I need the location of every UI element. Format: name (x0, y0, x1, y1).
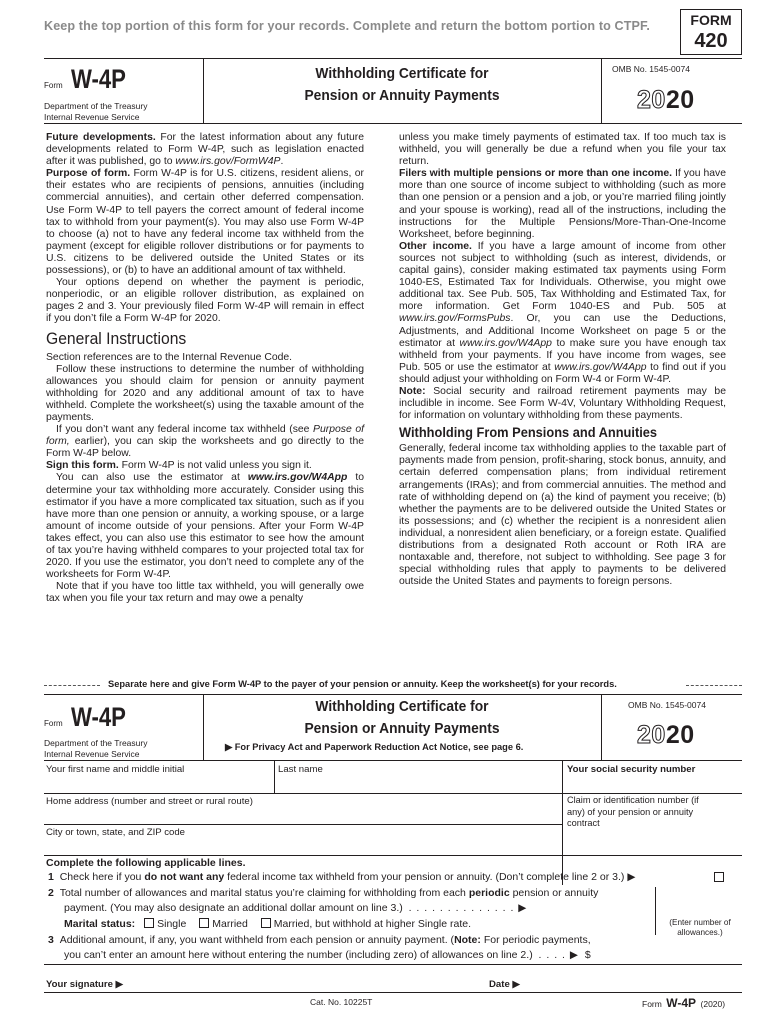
ssn-field[interactable] (564, 776, 742, 792)
sign-head: Sign this form. (46, 460, 119, 472)
signature-label: Your signature ▶ (46, 979, 124, 990)
form-number-box (680, 9, 742, 55)
no-withholding-checkbox[interactable] (714, 872, 724, 882)
form-box-number: 420 (694, 30, 728, 52)
year-solid: 20 (665, 86, 695, 114)
additional-amount-field[interactable] (657, 938, 742, 962)
note-body: Social security and railroad retirement payments may be includible in income. See Form W-4V, Voluntary Withholding Request, for information on voluntary withholding from these payments. (399, 385, 726, 422)
single-label: Single (157, 918, 187, 930)
other-a: If you have a large amount of income from other sources not subject to withholding (such as interest, dividends, or capital gains), consider making estimated tax payments using Form 1040-ES, Estimated Tax for Individuals. Otherwise, you might owe additional tax. See Pub. 505, Tax Withholding and Estimated Tax, for more information. Get Form 1040-ES and Pub. 505 at (399, 240, 726, 313)
gi-refs: Section references are to the Internal Revenue Code. (46, 351, 293, 363)
footer-form-word: Form (642, 999, 662, 1009)
married-higher-label: Married, but withhold at higher Single rate. (273, 918, 472, 930)
line-1-text-a: Check here if you (59, 871, 145, 883)
estimator-url[interactable]: www.irs.gov/W4App (247, 472, 348, 484)
omb-number: OMB No. 1545-0074 (612, 64, 690, 74)
footer-year: (2020) (700, 999, 726, 1009)
estimator-url-3[interactable]: www.irs.gov/W4App (554, 361, 647, 373)
form-title (219, 63, 585, 107)
claim-label: Claim or identification number (if any) of your pension or annuity contract (567, 795, 699, 828)
bottom-form-id (44, 702, 138, 733)
claim-field[interactable] (564, 830, 742, 854)
first-name-label: Your first name and middle initial (46, 764, 185, 775)
title-line1: Withholding Certificate for (315, 65, 489, 82)
future-head: Future developments. (46, 132, 156, 143)
line-2-number: 2 (48, 887, 54, 899)
line-3-text-b: Note: (454, 934, 481, 946)
future-end: . (280, 156, 284, 168)
bottom-omb: OMB No. 1545-0074 (628, 700, 706, 710)
estimator-url-2[interactable]: www.irs.gov/W4App (459, 337, 552, 349)
date-label: Date ▶ (489, 979, 520, 990)
line-1-text-c: federal income tax withheld from your pension or annuity. (Don’t complete line 2 or 3.) ▶ (224, 871, 636, 883)
forms-pubs-url[interactable]: www.irs.gov/FormsPubs (399, 313, 511, 325)
enter-allowances-note: (Enter number of allowances.) (669, 918, 731, 937)
line-2-cont (64, 902, 527, 915)
last-name-field[interactable] (276, 776, 562, 792)
other-head: Other income. (399, 240, 472, 252)
line-2 (48, 887, 598, 900)
right-column (399, 132, 726, 588)
left-column (46, 132, 364, 605)
note-text: Note that if you have too little tax withheld, you will generally owe tax when you file your tax return and may owe a penalty (46, 581, 364, 605)
separator-text: Separate here and give Form W-4P to the payer of your pension or annuity. Keep the worksheet(s) for your records. (108, 679, 617, 689)
line-1-text-b: do not want any (144, 871, 225, 883)
line-3-text-2: you can’t enter an amount here without entering the number (including zero) of allowances on line 2.) (64, 949, 533, 961)
line-3 (48, 934, 591, 947)
city-label: City or town, state, and ZIP code (46, 827, 186, 838)
est-b: to determine your tax withholding more accurately. Consider using this estimator if you have a more complicated tax situation, such as if you have more than one pension or annuity, a working spouse, or a large amount of income outside of your pensions. After your Form W-4P takes effect, you can also use this estimator to see how the amount of tax you’re having withheld compares to your projected total tax for 2020. If you use the estimator, you don’t need to complete any of the worksheets for Form W-4P. (46, 472, 364, 581)
married-label: Married (212, 918, 248, 930)
withholding-heading: Withholding From Pensions and Annuities (399, 425, 658, 441)
line-3-cont (64, 949, 591, 962)
dollar-sign: $ (584, 949, 591, 961)
gi-follow: Follow these instructions to determine the number of withholding allowances you should claim for pension or annuity payment withholding for 2020 and any additional amount of tax to have withheld. Complete the worksheet(s) using the taxable amount of the payments. (46, 363, 364, 423)
line-2-text-a: Total number of allowances and marital status you’re claiming for withholding from each (59, 887, 469, 899)
married-checkbox[interactable] (199, 918, 209, 928)
bottom-year-solid: 20 (665, 721, 695, 749)
gi-nofed-i: Purpose of form, (46, 424, 364, 448)
gi-nofed-b: earlier), you can skip the worksheets and go directly to the Form W-4P below. (46, 436, 364, 460)
bottom-agency (44, 738, 147, 760)
other-d: to find out if you should adjust your withholding on Form W-4 or Form W-4P. (399, 361, 726, 385)
footer-form-id (642, 994, 725, 1012)
top-form-id (44, 64, 138, 95)
filers-text: If you have more than one source of income subject to withholding (such as more than one pension or a pension and a job, or you’re married filing jointly and your spouse is working), read all of the instructions, including the instructions for the Multiple Pensions/More-Than-One-Income Worksheet, before beginning. (399, 168, 726, 240)
single-checkbox[interactable] (144, 918, 154, 928)
marital-label: Marital status: (64, 918, 136, 930)
form-word: Form (44, 81, 63, 90)
options-text: Your options depend on whether the payment is periodic, nonperiodic, or an eligible rollover distribution, as explained on pages 2 and 3. Your previously filed Form W-4P will remain in effect if you don’t file a Form W-4P for 2020. (46, 277, 364, 325)
banner-text: Keep the top portion of this form for your records. Complete and return the bottom portion to CTPF. (44, 19, 650, 33)
form-number: W-4P (71, 64, 127, 94)
complete-lines-heading: Complete the following applicable lines. (46, 857, 246, 869)
cont-text: unless you make timely payments of estimated tax. If too much tax is withheld, you will generally be due a refund when you file your tax return. (399, 132, 726, 168)
line-3-text-a: Additional amount, if any, you want withheld from each pension or annuity payment. ( (59, 934, 455, 946)
form-box-label: FORM (690, 12, 732, 28)
footer-form-number: W-4P (666, 996, 697, 1010)
title-line2: Pension or Annuity Payments (304, 87, 500, 104)
signature-field[interactable] (130, 976, 480, 992)
agency-line1: Department of the Treasury (44, 101, 148, 111)
city-field[interactable] (44, 839, 562, 855)
filers-head: Filers with multiple pensions or more than one income. (399, 168, 673, 180)
agency-line2: Internal Revenue Service (44, 112, 140, 122)
purpose-text: Form W-4P is for U.S. citizens, resident aliens, or their estates who are recipients of pensions, annuities (including commercial annuities), and certain other deferred compensation. Use Form W-4P to tell payers the correct amount of federal income tax to withhold from your payment(s). You may also use Form W-4P to choose (a) not to have any federal income tax withheld from the payment (except for eligible rollover distributions or for payments to U.S. citizens to be delivered outside the United States or its possessions), or (b) to have an additional amount of tax withheld. (46, 168, 364, 277)
future-url[interactable]: www.irs.gov/FormW4P (175, 156, 281, 168)
line-1-number: 1 (48, 871, 54, 883)
bottom-form-word: Form (44, 719, 63, 728)
sign-text: Form W-4P is not valid unless you sign it. (118, 460, 312, 472)
privacy-notice: ▶ For Privacy Act and Paperwork Reduction Act Notice, see page 6. (225, 742, 524, 752)
line-2-text-b: periodic (468, 887, 510, 899)
last-name-label: Last name (278, 764, 323, 775)
bottom-agency-line1: Department of the Treasury (44, 738, 148, 748)
address-label: Home address (number and street or rural route) (46, 796, 253, 807)
withholding-text: Generally, federal income tax withholding applies to the taxable part of payments made from pension, profit-sharing, stock bonus, annuity, and certain deferred compensation plans; from individual retirement arrangements (IRAs); and from commercial annuities. The method and rate of withholding depend on (a) the kind of payment you receive; (b) whether the payments are to be delivered outside the United States or its possessions; and (c) whether the recipient is a nonresident alien individual, a nonresident alien beneficiary, or a foreign estate. Qualified distributions from a designated Roth account or Roth IRA are nontaxable and, therefore, not subject to withholding. See page 3 for special withholding rules that apply to payments to be delivered outside the United States and payments to foreign persons. (399, 443, 726, 588)
bottom-form-title (219, 696, 585, 740)
gi-nofed-a: If you don’t want any federal income tax withheld (see (56, 424, 314, 436)
bottom-agency-line2: Internal Revenue Service (44, 749, 140, 759)
bottom-title-line2: Pension or Annuity Payments (304, 720, 500, 737)
ssn-label: Your social security number (567, 764, 696, 775)
married-higher-checkbox[interactable] (261, 918, 271, 928)
agency (44, 101, 147, 123)
year-hollow: 20 (637, 86, 666, 114)
line-3-text-c: For periodic payments, (480, 934, 591, 946)
bottom-tax-year (637, 721, 695, 750)
marital-status-row (64, 918, 471, 931)
other-c: to make sure you have enough tax withheld from your payments. If you have income from wages, see Pub. 505 or use the estimator at (399, 337, 726, 373)
note-head: Note: (399, 385, 426, 397)
future-text: For the latest information about any future developments related to Form W-4P, such as legislation enacted after it was published, go to (46, 132, 364, 168)
bottom-form-number: W-4P (71, 702, 127, 732)
line-3-dots: . . . . ▶ (538, 949, 579, 961)
date-field[interactable] (520, 976, 742, 992)
bottom-year-hollow: 20 (637, 721, 666, 749)
other-b: . Or, you can use the Deductions, Adjustments, and Additional Income Worksheet on page 5 or the estimator at (399, 313, 726, 349)
first-name-field[interactable] (44, 776, 274, 792)
bottom-title-line1: Withholding Certificate for (315, 698, 489, 715)
line-3-number: 3 (48, 934, 54, 946)
line-1 (48, 871, 635, 884)
line-2-text-2: payment. (You may also designate an additional dollar amount on line 3.) (64, 902, 403, 914)
allowances-field[interactable] (657, 888, 742, 916)
est-a: You can also use the estimator at (56, 472, 248, 484)
general-instructions-heading: General Instructions (46, 329, 187, 348)
address-field[interactable] (44, 808, 562, 824)
line-2-dots: . . . . . . . . . . . . . . ▶ (408, 902, 528, 914)
tax-year (637, 86, 695, 115)
purpose-head: Purpose of form. (46, 168, 131, 180)
catalog-number: Cat. No. 10225T (310, 997, 373, 1007)
line-2-text-c: pension or annuity (509, 887, 599, 899)
